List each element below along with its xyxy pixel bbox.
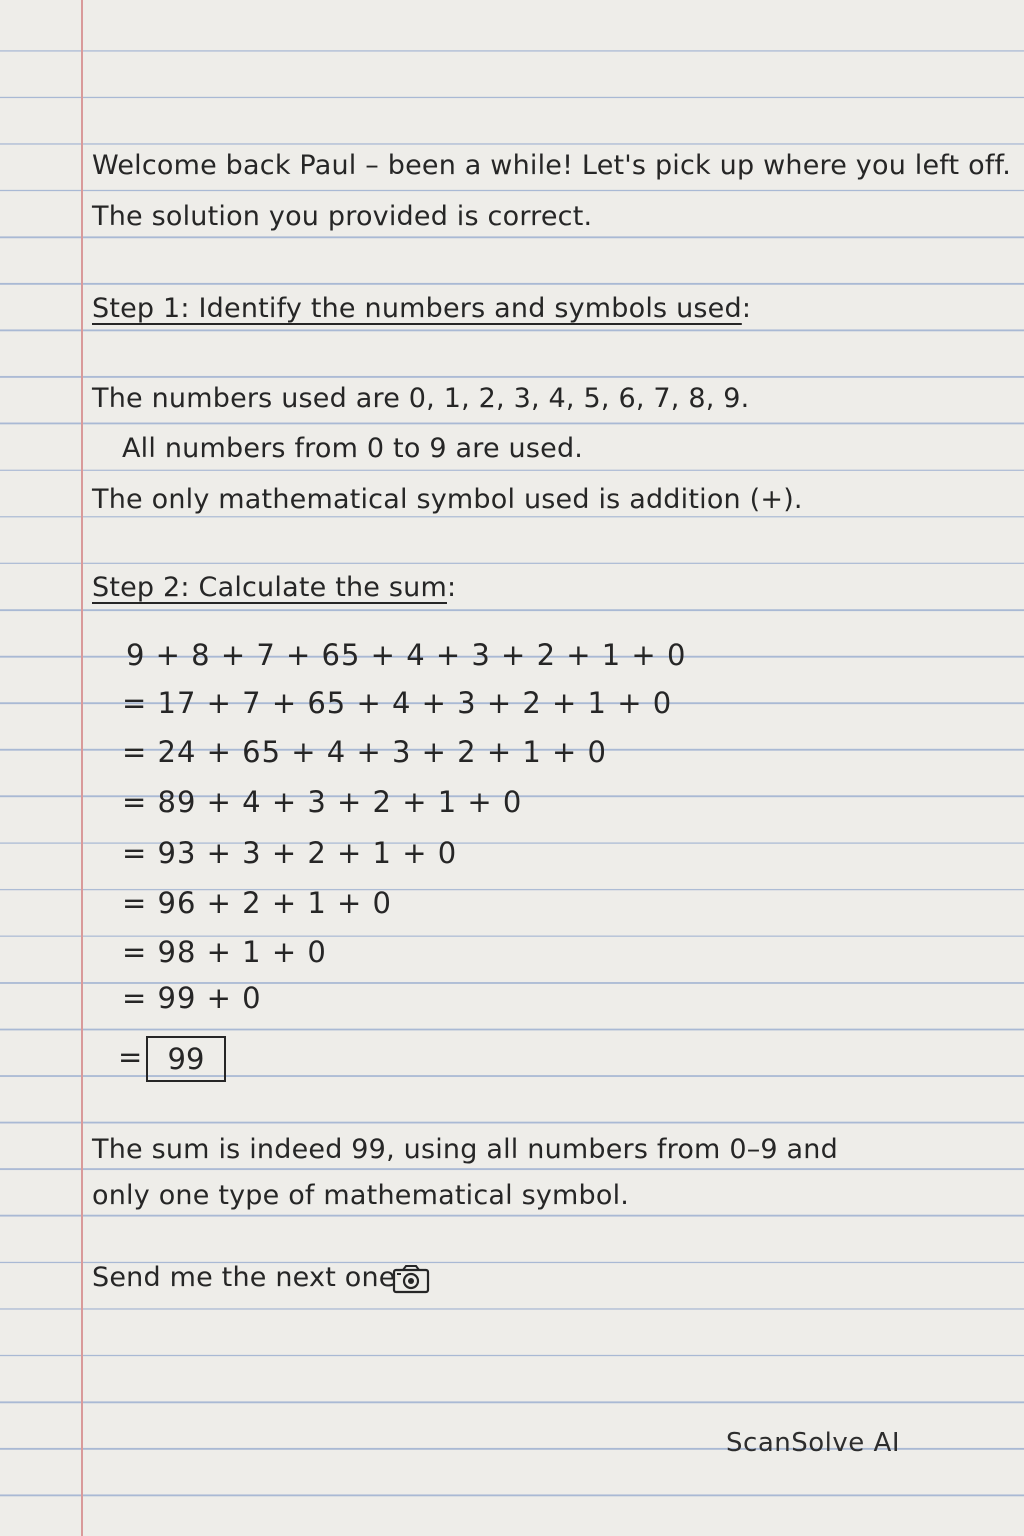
scansolve-signature: ScanSolve AI: [726, 1428, 900, 1458]
step1-symbol-line: The only mathematical symbol used is addition (+).: [92, 484, 803, 515]
step1-numbers-line: The numbers used are 0, 1, 2, 3, 4, 5, 6, 7, 8, 9.: [92, 383, 750, 414]
calc-line: = 99 + 0: [122, 981, 262, 1015]
step2-heading-colon: :: [446, 572, 457, 603]
step1-heading-colon: :: [741, 293, 752, 324]
calc-line: = 89 + 4 + 3 + 2 + 1 + 0: [122, 785, 523, 819]
step2-heading: [92, 572, 456, 603]
calc-line: = 93 + 3 + 2 + 1 + 0: [122, 836, 458, 870]
step2-heading-label: Step 2: Calculate the sum: [92, 572, 447, 603]
step1-heading: [92, 293, 751, 324]
next-problem-prompt: Send me the next one: [92, 1262, 396, 1293]
conclusion-line-2: only one type of mathematical symbol.: [92, 1180, 630, 1211]
conclusion-line-1: The sum is indeed 99, using all numbers from 0–9 and: [92, 1134, 838, 1165]
calc-line: = 98 + 1 + 0: [122, 935, 327, 969]
margin-line: [81, 0, 83, 1536]
final-answer-box: [146, 1036, 226, 1082]
calc-line: 9 + 8 + 7 + 65 + 4 + 3 + 2 + 1 + 0: [126, 638, 687, 672]
verdict-text: The solution you provided is correct.: [92, 201, 593, 232]
final-equals-sign: =: [118, 1040, 144, 1074]
step1-range-line: All numbers from 0 to 9 are used.: [122, 433, 584, 464]
calc-line: = 96 + 2 + 1 + 0: [122, 886, 392, 920]
final-answer-value: 99: [167, 1042, 205, 1076]
greeting-text: Welcome back Paul – been a while! Let's pick up where you left off.: [92, 150, 1012, 181]
camera-icon: [392, 1264, 430, 1294]
step1-heading-label: Step 1: Identify the numbers and symbols used: [92, 293, 742, 324]
calc-line: = 24 + 65 + 4 + 3 + 2 + 1 + 0: [122, 735, 607, 769]
calc-line: = 17 + 7 + 65 + 4 + 3 + 2 + 1 + 0: [122, 686, 673, 720]
